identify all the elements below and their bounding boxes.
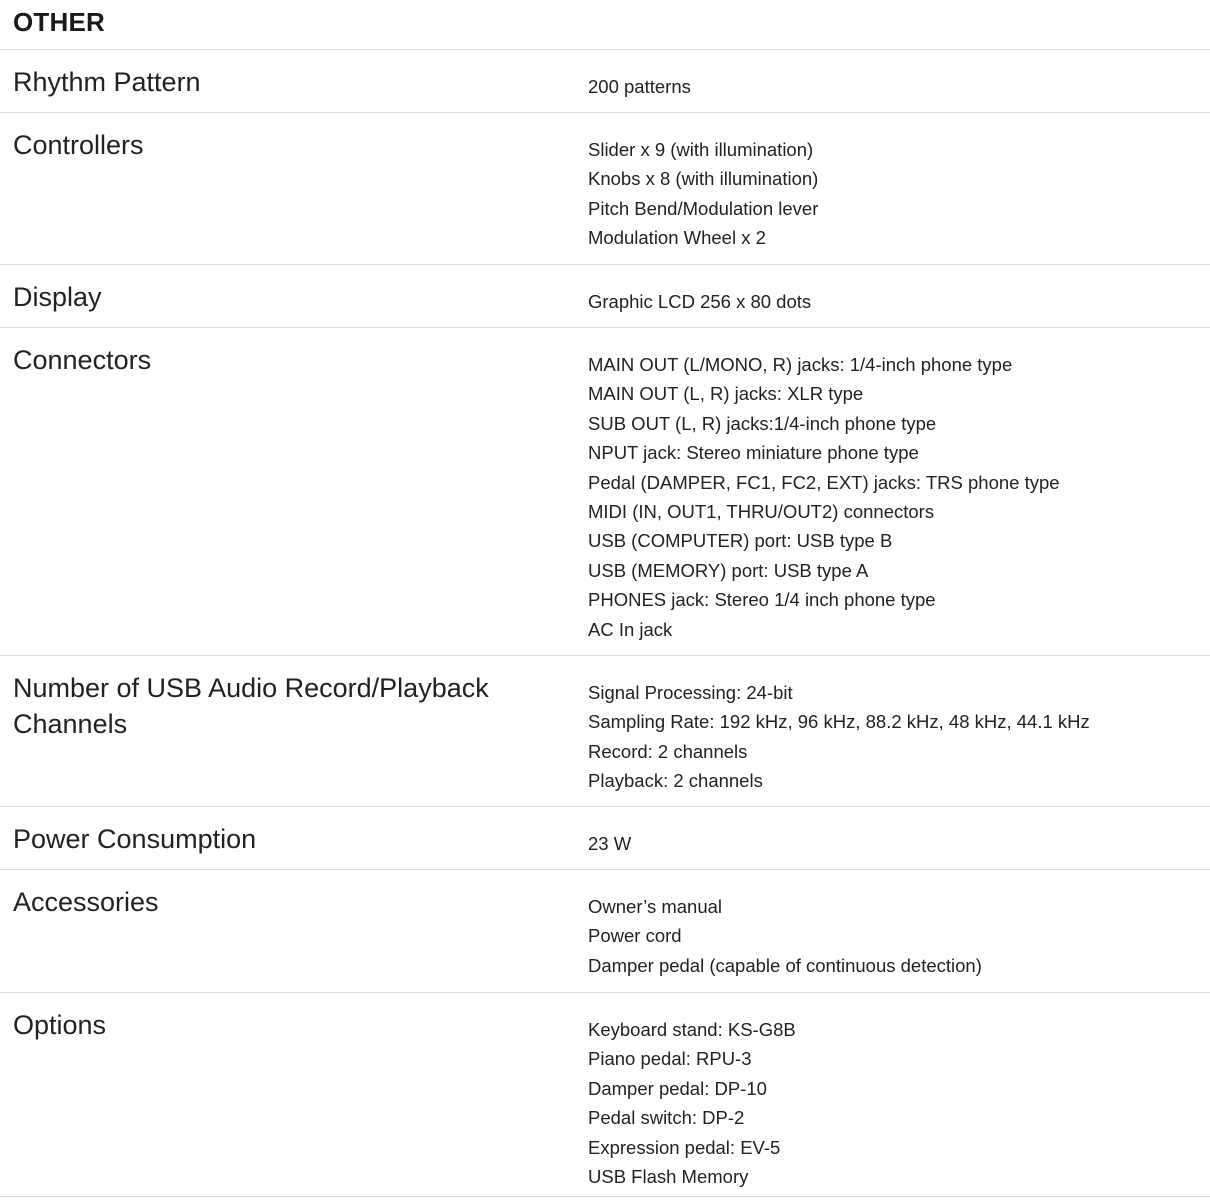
spec-row-usb-audio-channels (0, 656, 1210, 807)
spec-value: Damper pedal (capable of continuous detection) (588, 954, 982, 976)
spec-value: Knobs x 8 (with illumination) (588, 168, 819, 190)
spec-value: Keyboard stand: KS-G8B (588, 1019, 796, 1040)
spec-label: Number of USB Audio Record/Playback Channels (13, 673, 489, 739)
spec-value: AC In jack (588, 618, 673, 640)
spec-value: Signal Processing: 24-bit (588, 682, 793, 703)
spec-value: Expression pedal: EV-5 (588, 1136, 781, 1158)
spec-value: PHONES jack: Stereo 1/4 inch phone type (588, 589, 936, 611)
spec-value: Power cord (588, 925, 682, 947)
spec-value: Modulation Wheel x 2 (588, 227, 766, 249)
spec-value: Slider x 9 (with illumination) (588, 139, 814, 160)
spec-label: Rhythm Pattern (13, 67, 201, 97)
spec-row-rhythm-pattern (0, 50, 1210, 113)
spec-value: Piano pedal: RPU-3 (588, 1048, 752, 1070)
spec-value: 200 patterns (588, 76, 691, 97)
spec-label: Display (13, 282, 102, 312)
spec-values (588, 993, 1210, 1196)
spec-value: USB Flash Memory (588, 1166, 749, 1188)
spec-row-power-consumption (0, 807, 1210, 870)
spec-row-options (0, 993, 1210, 1197)
spec-value: Playback: 2 channels (588, 770, 763, 792)
spec-values (588, 265, 1210, 327)
spec-value: MAIN OUT (L, R) jacks: XLR type (588, 383, 864, 405)
spec-value: 23 W (588, 833, 632, 854)
spec-value: Pitch Bend/Modulation lever (588, 197, 819, 219)
spec-values (588, 870, 1210, 992)
spec-row-controllers (0, 113, 1210, 265)
spec-value: MIDI (IN, OUT1, THRU/OUT2) connectors (588, 501, 935, 523)
spec-label: Controllers (13, 130, 144, 160)
spec-value: Record: 2 channels (588, 740, 748, 762)
spec-label: Accessories (13, 887, 159, 917)
spec-value: Sampling Rate: 192 kHz, 96 kHz, 88.2 kHz, 48 kHz, 44.1 kHz (588, 711, 1090, 733)
spec-value: Owner’s manual (588, 896, 723, 917)
spec-row-connectors (0, 328, 1210, 656)
spec-values (588, 50, 1210, 112)
spec-label: Options (13, 1010, 107, 1040)
spec-value: NPUT jack: Stereo miniature phone type (588, 442, 919, 464)
spec-value: Graphic LCD 256 x 80 dots (588, 291, 812, 312)
spec-label: Power Consumption (13, 824, 257, 854)
spec-values (588, 656, 1210, 806)
section-title: OTHER (0, 0, 1210, 50)
spec-label: Connectors (13, 345, 152, 375)
spec-row-accessories (0, 870, 1210, 993)
spec-value: MAIN OUT (L/MONO, R) jacks: 1/4-inch phone type (588, 354, 1013, 375)
spec-values (588, 807, 1210, 869)
spec-value: USB (MEMORY) port: USB type A (588, 559, 869, 581)
spec-value: USB (COMPUTER) port: USB type B (588, 530, 893, 552)
spec-value: SUB OUT (L, R) jacks:1/4-inch phone type (588, 412, 937, 434)
spec-value: Pedal switch: DP-2 (588, 1107, 745, 1129)
spec-table (0, 50, 1210, 1197)
spec-row-display (0, 265, 1210, 328)
spec-value: Damper pedal: DP-10 (588, 1077, 767, 1099)
spec-values (588, 113, 1210, 264)
spec-value: Pedal (DAMPER, FC1, FC2, EXT) jacks: TRS phone type (588, 471, 1060, 493)
spec-values (588, 328, 1210, 655)
